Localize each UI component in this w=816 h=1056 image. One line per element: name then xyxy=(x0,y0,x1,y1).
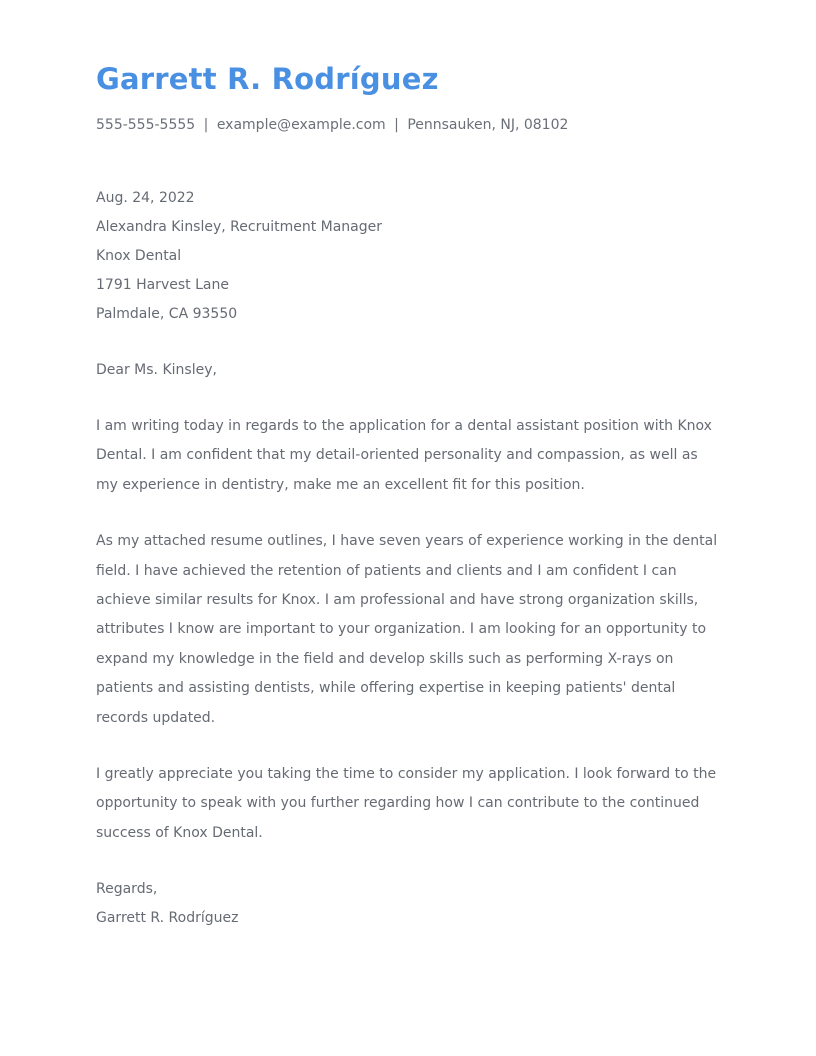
body-paragraph-2: As my attached resume outlines, I have seven years of experience working in the dental field. I have achieved the retention of patients and clients and I am confident I can achieve similar results for Knox. I am professional and have strong organization skills, attributes I know are important to your organization. I am looking for an opportunity to expand my knowledge in the field and develop skills such as performing X-rays on patients and assisting dentists, while offering expertise in keeping patients' dental records updated. xyxy=(96,533,718,726)
recipient-city-state-zip: Palmdale, CA 93550 xyxy=(96,306,238,322)
applicant-name: Garrett R. Rodríguez xyxy=(96,62,439,96)
closing-phrase: Regards, xyxy=(96,881,158,898)
contact-separator: | xyxy=(203,117,209,133)
letter-date: Aug. 24, 2022 xyxy=(96,190,195,206)
salutation: Dear Ms. Kinsley, xyxy=(96,362,217,378)
contact-separator: | xyxy=(394,117,399,133)
signature-name: Garrett R. Rodríguez xyxy=(96,910,239,927)
recipient-company: Knox Dental xyxy=(96,248,182,264)
recipient-name-title: Alexandra Kinsley, Recruitment Manager xyxy=(96,219,383,235)
contact-email: example@example.com xyxy=(216,117,386,133)
recipient-street: 1791 Harvest Lane xyxy=(96,277,229,293)
body-paragraph-1: I am writing today in regards to the application for a dental assistant position with Knox Dental. I am confident that my detail-oriented personality and compassion, as well as my experience in dentistry, make me an excellent fit for this position. xyxy=(96,418,712,493)
contact-info xyxy=(96,114,720,136)
contact-location: Pennsauken, NJ, 08102 xyxy=(407,117,569,133)
recipient-block xyxy=(96,184,720,329)
closing-block xyxy=(96,875,720,933)
body-paragraph-3: I greatly appreciate you taking the time to consider my application. I look forward to the opportunity to speak with you further regarding how I can contribute to the continued success of Knox Dental. xyxy=(96,766,717,841)
contact-phone: 555-555-5555 xyxy=(96,117,196,133)
